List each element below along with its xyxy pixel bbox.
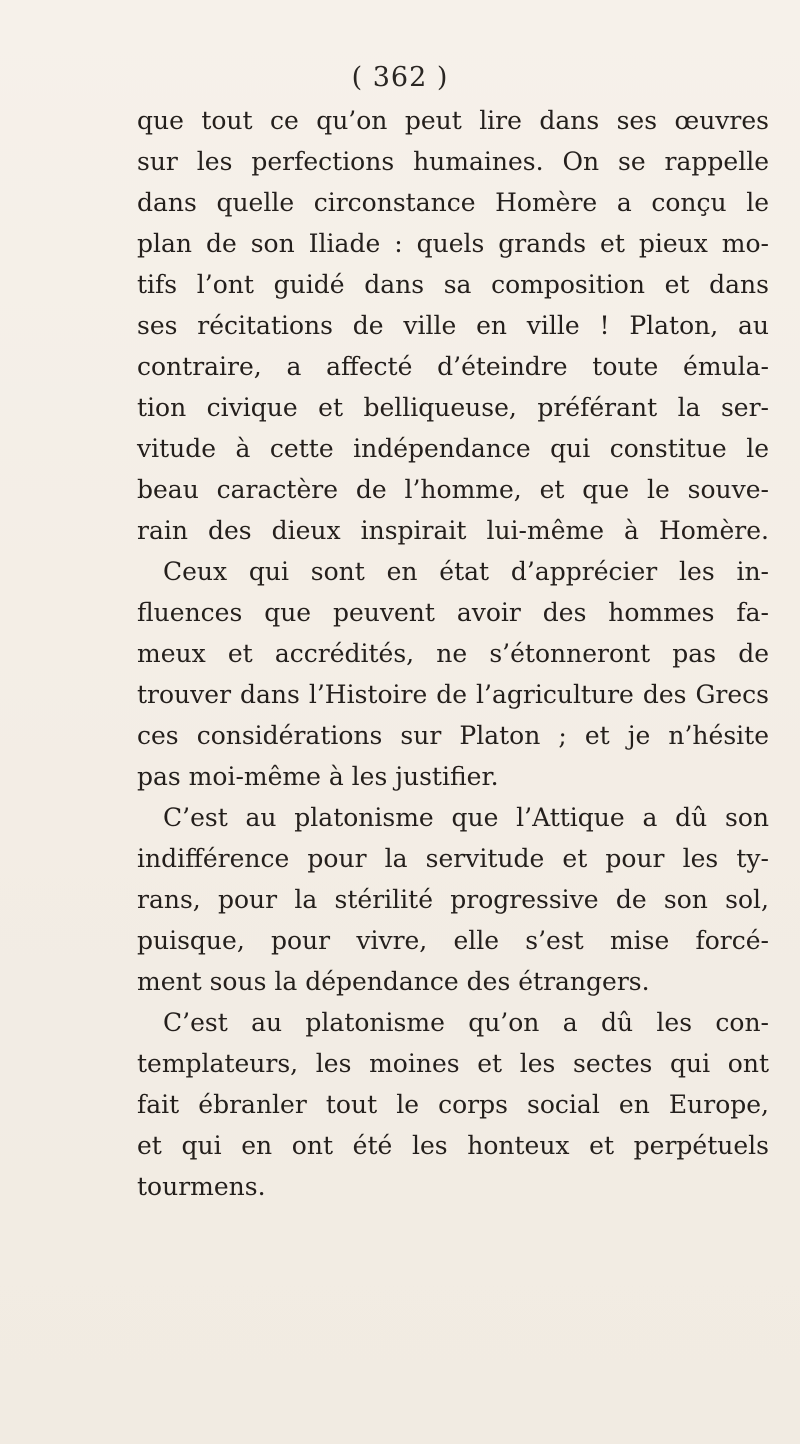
- paragraph-start-line: C’est au platonisme que l’Attique a dû son: [163, 803, 769, 832]
- body-text: [137, 100, 769, 1207]
- paragraph-end-line: tourmens.: [137, 1172, 266, 1201]
- text-line: beau caractère de l’homme, et que le souve-: [137, 475, 769, 504]
- text-line: trouver dans l’Histoire de l’agriculture des Grecs: [137, 680, 769, 709]
- text-line: rans, pour la stérilité progressive de son sol,: [137, 885, 769, 914]
- paragraph-end-line: pas moi-même à les justifier.: [137, 762, 499, 791]
- text-line: que tout ce qu’on peut lire dans ses œuvres: [137, 106, 769, 135]
- text-line: ses récitations de ville en ville ! Platon, au: [137, 311, 769, 340]
- text-line: sur les perfections humaines. On se rappelle: [137, 147, 769, 176]
- paragraph-start-line: C’est au platonisme qu’on a dû les con-: [163, 1008, 769, 1037]
- text-line: contraire, a affecté d’éteindre toute émula-: [137, 352, 769, 381]
- page-number: ( 362 ): [351, 62, 449, 93]
- text-line: rain des dieux inspirait lui-même à Homère.: [137, 516, 769, 545]
- text-line: fluences que peuvent avoir des hommes fa-: [137, 598, 769, 627]
- text-line: plan de son Iliade : quels grands et pieux mo-: [137, 229, 769, 258]
- text-line: et qui en ont été les honteux et perpétuels: [137, 1131, 769, 1160]
- text-line: ces considérations sur Platon ; et je n’hésite: [137, 721, 769, 750]
- text-line: tifs l’ont guidé dans sa composition et dans: [137, 270, 769, 299]
- text-line: tion civique et belliqueuse, préférant la ser-: [137, 393, 769, 422]
- text-line: dans quelle circonstance Homère a conçu le: [137, 188, 769, 217]
- text-line: meux et accrédités, ne s’étonneront pas de: [137, 639, 769, 668]
- text-line: fait ébranler tout le corps social en Europe,: [137, 1090, 769, 1119]
- paragraph-start-line: Ceux qui sont en état d’apprécier les in-: [163, 557, 769, 586]
- paragraph-end-line: ment sous la dépendance des étrangers.: [137, 967, 650, 996]
- text-line: puisque, pour vivre, elle s’est mise forcé-: [137, 926, 769, 955]
- text-line: templateurs, les moines et les sectes qui ont: [137, 1049, 769, 1078]
- text-line: indifférence pour la servitude et pour les ty-: [137, 844, 769, 873]
- text-line: vitude à cette indépendance qui constitue le: [137, 434, 769, 463]
